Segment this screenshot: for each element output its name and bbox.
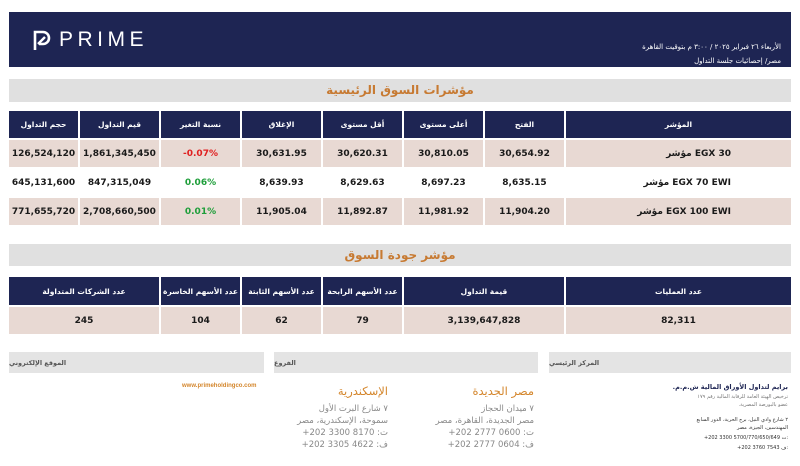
table-cell-open: 30,654.92	[485, 140, 564, 167]
table-cell-open: 8,635.15	[485, 169, 564, 196]
col-header-open: الفتح	[485, 111, 564, 138]
prime-logo-icon	[33, 29, 51, 51]
table-cell-volume: 645,131,600	[9, 169, 78, 196]
table-cell-gainers: 79	[323, 307, 402, 334]
col-header-losers: عدد الأسهم الخاسرة	[161, 277, 240, 305]
col-header-high: أعلى مستوى	[404, 111, 483, 138]
brand-logo	[33, 29, 148, 51]
branch-alexandria-phone: ت: 8170 3300 202+	[302, 428, 388, 438]
table-cell-trade-value: 3,139,647,828	[404, 307, 564, 334]
branch-heliopolis-phone: ت: 0600 2777 202+	[448, 428, 534, 438]
table-cell-low: 30,620.31	[323, 140, 402, 167]
footer-branches-label: الفروع	[274, 352, 538, 373]
table-cell-high: 11,981.92	[404, 198, 483, 225]
section-title-market-quality: مؤشر جودة السوق	[9, 244, 791, 266]
table-row-index-name: مؤشر EGX 30	[566, 140, 791, 167]
table-row-index-name: مؤشر EGX 70 EWI	[566, 169, 791, 196]
hq-address-line2: المهندسين، الجيزة، مصر	[737, 425, 788, 431]
hq-phone: +202 3300 5700/770/650/649 ت:	[703, 435, 788, 441]
branch-alexandria-fax: ف: 4622 3305 202+	[301, 440, 388, 450]
col-header-index: المؤشر	[566, 111, 791, 138]
branch-heliopolis-address1: ٧ ميدان الحجاز	[481, 404, 534, 414]
col-header-trade-value: قيمة التداول	[404, 277, 564, 305]
brand-name: PRIME	[59, 28, 149, 51]
branch-alexandria-address1: ٧ شارع البرت الأول	[318, 404, 388, 414]
table-cell-high: 30,810.05	[404, 140, 483, 167]
col-header-unchanged: عدد الأسهم الثابتة	[242, 277, 321, 305]
hq-address-line1: ٢ شارع وادي النيل، برج الحرية، الدور السابع	[696, 417, 788, 423]
table-cell-unchanged: 62	[242, 307, 321, 334]
col-header-volume: حجم التداول	[9, 111, 78, 138]
table-cell-value: 1,861,345,450	[80, 140, 159, 167]
table-cell-losers: 104	[161, 307, 240, 334]
hq-exchange-member: عضو بالبورصة المصرية.	[738, 402, 788, 408]
footer-website-label: الموقع الإلكتروني	[9, 352, 264, 373]
col-header-trades: عدد العمليات	[566, 277, 791, 305]
table-cell-volume: 126,524,120	[9, 140, 78, 167]
table-cell-companies-traded: 245	[9, 307, 159, 334]
footer-hq-label: المركز الرئيسي	[549, 352, 791, 373]
table-cell-low: 8,629.63	[323, 169, 402, 196]
col-header-close: الإغلاق	[242, 111, 321, 138]
table-cell-change: 0.01%	[161, 198, 240, 225]
hq-company-name: برايم لتداول الأوراق المالية ش.م.م.	[672, 383, 788, 391]
col-header-low: أقل مستوى	[323, 111, 402, 138]
table-cell-change: 0.06%	[161, 169, 240, 196]
col-header-companies-traded: عدد الشركات المتداولة	[9, 277, 159, 305]
col-header-change: نسبة التغير	[161, 111, 240, 138]
header-banner	[9, 12, 791, 67]
session-date: الأربعاء ٢٦ فبراير ٢٠٢٥ / ٣:٠٠ م بتوقيت القاهرة	[642, 43, 781, 51]
table-cell-open: 11,904.20	[485, 198, 564, 225]
table-cell-high: 8,697.23	[404, 169, 483, 196]
table-cell-volume: 771,655,720	[9, 198, 78, 225]
table-row-index-name: مؤشر EGX 100 EWI	[566, 198, 791, 225]
table-cell-change: -0.07%	[161, 140, 240, 167]
table-cell-trades: 82,311	[566, 307, 791, 334]
table-cell-value: 2,708,660,500	[80, 198, 159, 225]
branch-city-alexandria: الإسكندرية	[337, 384, 388, 398]
branch-heliopolis-address2: مصر الجديدة، القاهرة، مصر	[435, 416, 534, 426]
section-title-market-indices: مؤشرات السوق الرئيسية	[9, 79, 791, 102]
breadcrumb: مصر/ إحصائيات جلسة التداول	[694, 57, 781, 65]
branch-heliopolis-fax: ف: 0604 2777 202+	[447, 440, 534, 450]
table-cell-close: 30,631.95	[242, 140, 321, 167]
branch-alexandria-address2: سموحة، الإسكندرية، مصر	[297, 416, 388, 426]
hq-fax: +202 3760 7543 ف:	[737, 445, 788, 451]
table-cell-close: 8,639.93	[242, 169, 321, 196]
hq-license: ترخيص الهيئة العامة للرقابة المالية رقم ١٧٩	[697, 394, 788, 400]
table-cell-low: 11,892.87	[323, 198, 402, 225]
website-link[interactable]: www.primeholdingco.com	[182, 383, 257, 389]
col-header-gainers: عدد الأسهم الرابحة	[323, 277, 402, 305]
table-cell-close: 11,905.04	[242, 198, 321, 225]
table-cell-value: 847,315,049	[80, 169, 159, 196]
col-header-value: قيم التداول	[80, 111, 159, 138]
branch-city-heliopolis: مصر الجديدة	[472, 384, 534, 398]
